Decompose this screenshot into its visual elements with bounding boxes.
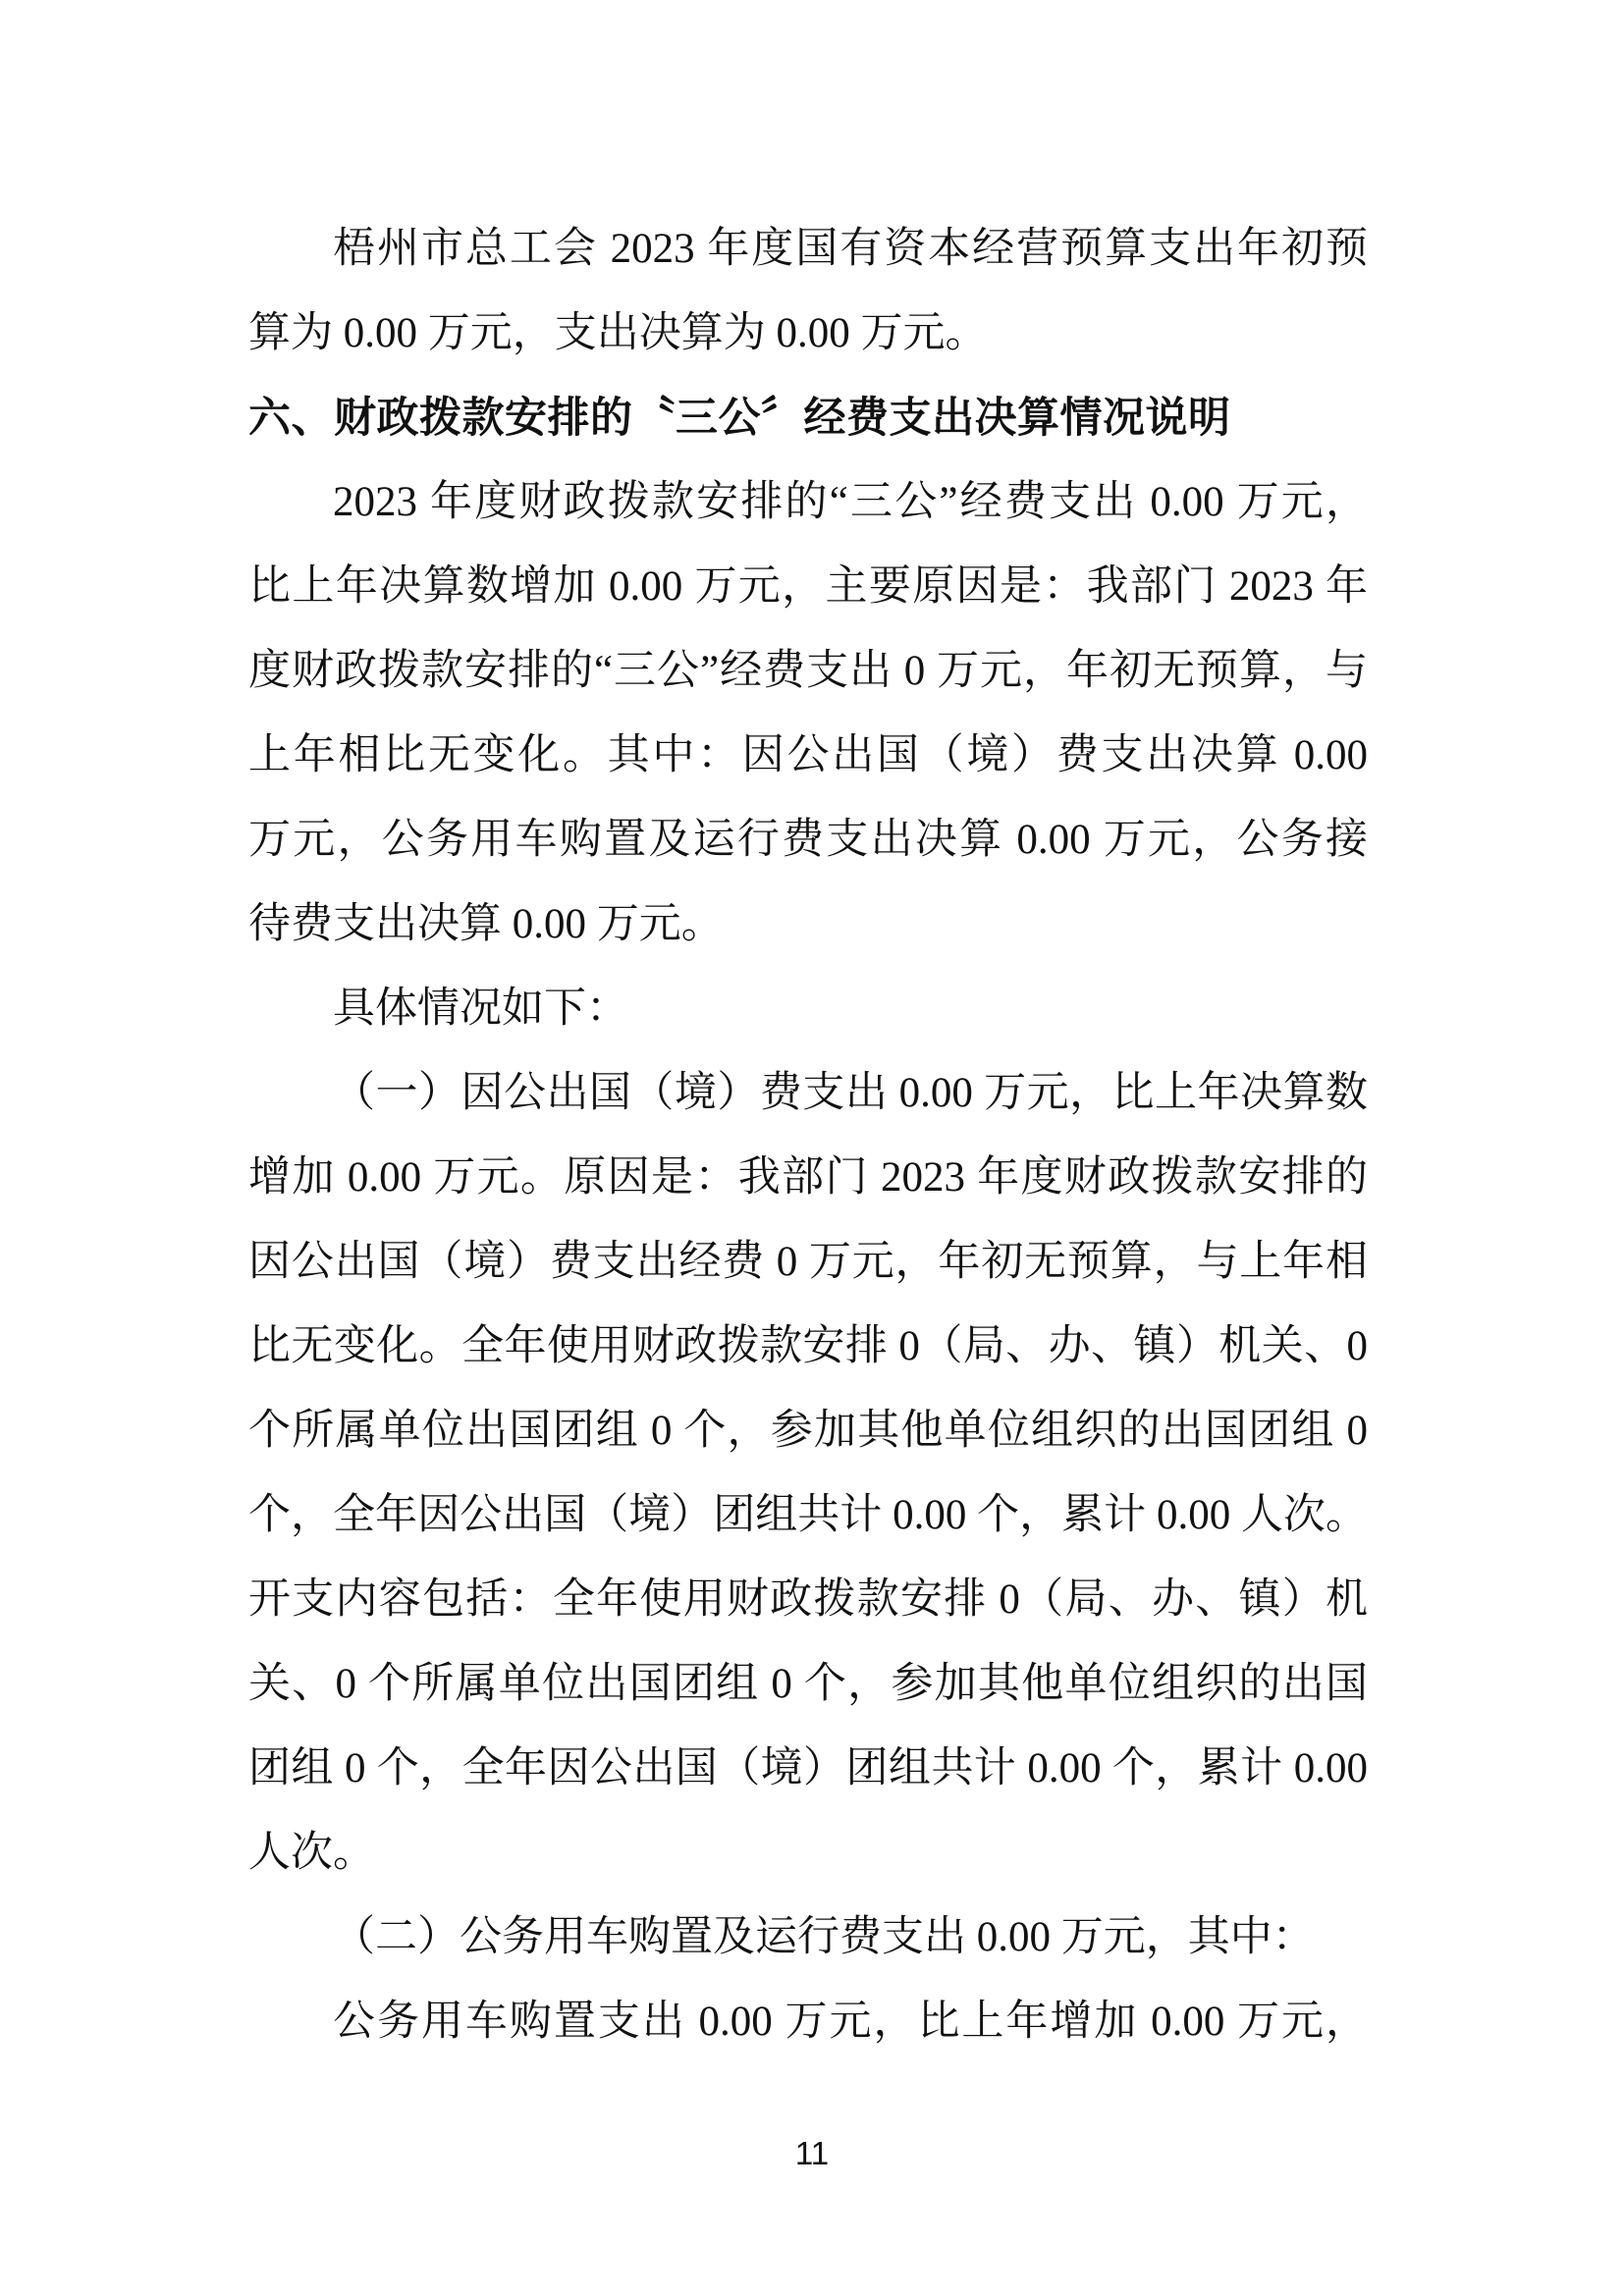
- text-line: 关、0 个所属单位出国团组 0 个，参加其他单位组织的出国: [248, 1661, 1368, 1707]
- text-line: 度财政拨款安排的“三公”经费支出 0 万元，年初无预算，与: [248, 648, 1368, 694]
- text-line: 梧州市总工会 2023 年度国有资本经营预算支出年初预: [333, 226, 1368, 272]
- text-line: 具体情况如下：: [333, 986, 628, 1032]
- text-line: 个，全年因公出国（境）团组共计 0.00 个，累计 0.00 人次。: [248, 1492, 1368, 1538]
- section-heading: 六、财政拨款安排的〝三公〞经费支出决算情况说明: [248, 395, 1231, 442]
- text-line: 开支内容包括：全年使用财政拨款安排 0（局、办、镇）机: [248, 1576, 1368, 1623]
- text-line: 待费支出决算 0.00 万元。: [248, 901, 724, 947]
- text-line: 比无变化。全年使用财政拨款安排 0（局、办、镇）机关、0: [248, 1323, 1368, 1369]
- text-line: 人次。: [248, 1830, 375, 1876]
- document-body: [248, 207, 1368, 2064]
- text-line: 个所属单位出国团组 0 个，参加其他单位组织的出国团组 0: [248, 1408, 1368, 1454]
- text-line: 万元，公务用车购置及运行费支出决算 0.00 万元，公务接: [248, 817, 1368, 863]
- text-line: （二）公务用车购置及运行费支出 0.00 万元，其中：: [333, 1914, 1315, 1960]
- text-line: 因公出国（境）费支出经费 0 万元，年初无预算，与上年相: [248, 1239, 1368, 1285]
- text-line: 2023 年度财政拨款安排的“三公”经费支出 0.00 万元，: [333, 479, 1368, 525]
- text-line: 算为 0.00 万元，支出决算为 0.00 万元。: [248, 310, 988, 356]
- text-line: 增加 0.00 万元。原因是：我部门 2023 年度财政拨款安排的: [248, 1154, 1368, 1201]
- text-line: 团组 0 个，全年因公出国（境）团组共计 0.00 个，累计 0.00: [248, 1745, 1368, 1791]
- text-line: 公务用车购置支出 0.00 万元，比上年增加 0.00 万元，: [333, 1999, 1368, 2045]
- text-line: （一）因公出国（境）费支出 0.00 万元，比上年决算数: [333, 1070, 1368, 1116]
- text-line: 比上年决算数增加 0.00 万元，主要原因是：我部门 2023 年: [248, 563, 1368, 610]
- page-number: 11: [794, 2135, 830, 2171]
- text-line: 上年相比无变化。其中：因公出国（境）费支出决算 0.00: [248, 732, 1368, 778]
